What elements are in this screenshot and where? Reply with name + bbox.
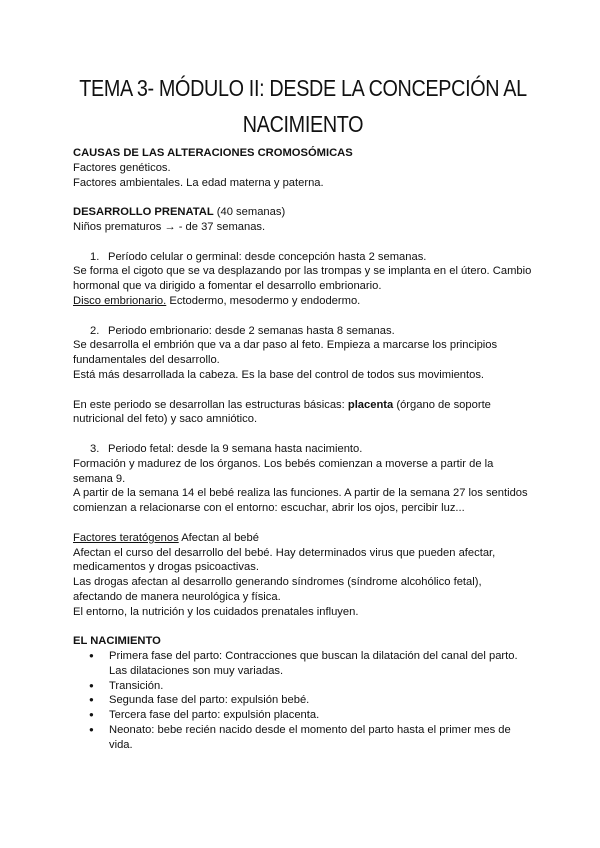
periodo-2-number: 2. [90, 324, 100, 337]
bullet-text: Segunda fase del parto: expulsión bebé. [109, 694, 310, 707]
nacimiento-list [73, 649, 533, 753]
teratogenos-text-3: Las drogas afectan al desarrollo generando síndromes (síndrome alcohólico fetal), [73, 576, 482, 589]
estructuras-text-b: (órgano de soporte [393, 398, 491, 411]
teratogenos-text-5: El entorno, la nutrición y los cuidados prenatales influyen. [73, 605, 359, 618]
estructuras-text-a: En este periodo se desarrollan las estructuras básicas: [73, 398, 348, 411]
document-page [73, 70, 533, 753]
bullet-text: Neonato: bebe recién nacido desde el momento del parto hasta el primer mes de [109, 724, 511, 737]
title-line-1: TEMA 3- MÓDULO II: DESDE LA CONCEPCIÓN AL [79, 75, 527, 101]
periodo-1-text-2: hormonal que va dirigido a fomentar el desarrollo embrionario. [73, 280, 382, 293]
placenta-term: placenta [347, 398, 394, 411]
bullet-text: Tercera fase del parto: expulsión placenta. [109, 709, 320, 722]
nacimiento-heading: EL NACIMIENTO [73, 635, 161, 648]
periodo-3-title-text: Periodo fetal: desde la 9 semana hasta nacimiento. [108, 442, 363, 455]
list-item [73, 708, 533, 723]
list-item [73, 723, 533, 753]
periodo-3-text-2: semana 9. [73, 472, 126, 485]
periodo-3-number: 3. [90, 442, 100, 455]
periodo-1-number: 1. [90, 250, 100, 263]
periodo-1-title [73, 250, 533, 265]
prenatal-heading: DESARROLLO PRENATAL [73, 206, 214, 219]
estructuras-line-1 [73, 398, 533, 413]
causas-heading: CAUSAS DE LAS ALTERACIONES CROMOSÓMICAS [73, 147, 353, 159]
teratogenos-text-1: Afectan el curso del desarrollo del bebé. Hay determinados virus que pueden afectar, [73, 546, 496, 559]
periodo-1-title-text: Período celular o germinal: desde concepción hasta 2 semanas. [108, 250, 427, 263]
periodo-2-title [73, 324, 533, 339]
teratogenos-text-2: medicamentos y drogas psicoactivas. [73, 561, 259, 574]
bullet-text-continued: vida. [109, 738, 133, 751]
teratogenos-suffix: Afectan al bebé [178, 531, 259, 544]
list-item [73, 679, 533, 694]
bullet-text: Primera fase del parto: Contracciones que buscan la dilatación del canal del parto. [109, 650, 518, 663]
estructuras-line-2: nutricional del feto) y saco amniótico. [73, 413, 258, 426]
teratogenos-line [73, 531, 533, 546]
list-item [73, 649, 533, 679]
periodo-3-title [73, 442, 533, 457]
prenatal-heading-suffix: (40 semanas) [213, 206, 286, 219]
periodo-3-text-4: comienzan a relacionarse con el entorno: escuchar, abrir los ojos, percibir luz... [73, 502, 465, 515]
periodo-2-text-2: fundamentales del desarrollo. [73, 354, 220, 367]
disco-line [73, 294, 533, 309]
periodo-2-text-3: Está más desarrollada la cabeza. Es la base del control de todos sus movimientos. [73, 368, 485, 381]
list-item [73, 693, 533, 708]
periodo-1-text-1: Se forma el cigoto que se va desplazando por las trompas y se implanta en el útero. Cambio [73, 265, 532, 278]
title-line-2: NACIMIENTO [242, 111, 364, 137]
prenatal-heading-line [73, 205, 533, 220]
periodo-3-text-3: A partir de la semana 14 el bebé realiza las funciones. A partir de la semana 27 los sentidos [73, 487, 528, 500]
causas-line-1: Factores genéticos. [73, 161, 171, 174]
bullet-text: Transición. [109, 679, 164, 692]
bullet-text-continued: Las dilataciones son muy variadas. [109, 664, 284, 677]
periodo-2-title-text: Periodo embrionario: desde 2 semanas hasta 8 semanas. [108, 324, 395, 337]
causas-line-2: Factores ambientales. La edad materna y paterna. [73, 176, 324, 189]
disco-text: Ectodermo, mesodermo y endodermo. [166, 294, 361, 307]
prematuros-text: Niños prematuros → - de 37 semanas. [73, 220, 266, 233]
periodo-2-text-1: Se desarrolla el embrión que va a dar paso al feto. Empieza a marcarse los principios [73, 339, 498, 352]
page-title [71, 70, 535, 142]
disco-label: Disco embrionario. [73, 294, 167, 307]
teratogenos-text-4: afectando de manera neurológica y física. [73, 590, 281, 603]
teratogenos-label: Factores teratógenos [73, 531, 179, 544]
periodo-3-text-1: Formación y madurez de los órganos. Los bebés comienzan a moverse a partir de la [73, 457, 494, 470]
